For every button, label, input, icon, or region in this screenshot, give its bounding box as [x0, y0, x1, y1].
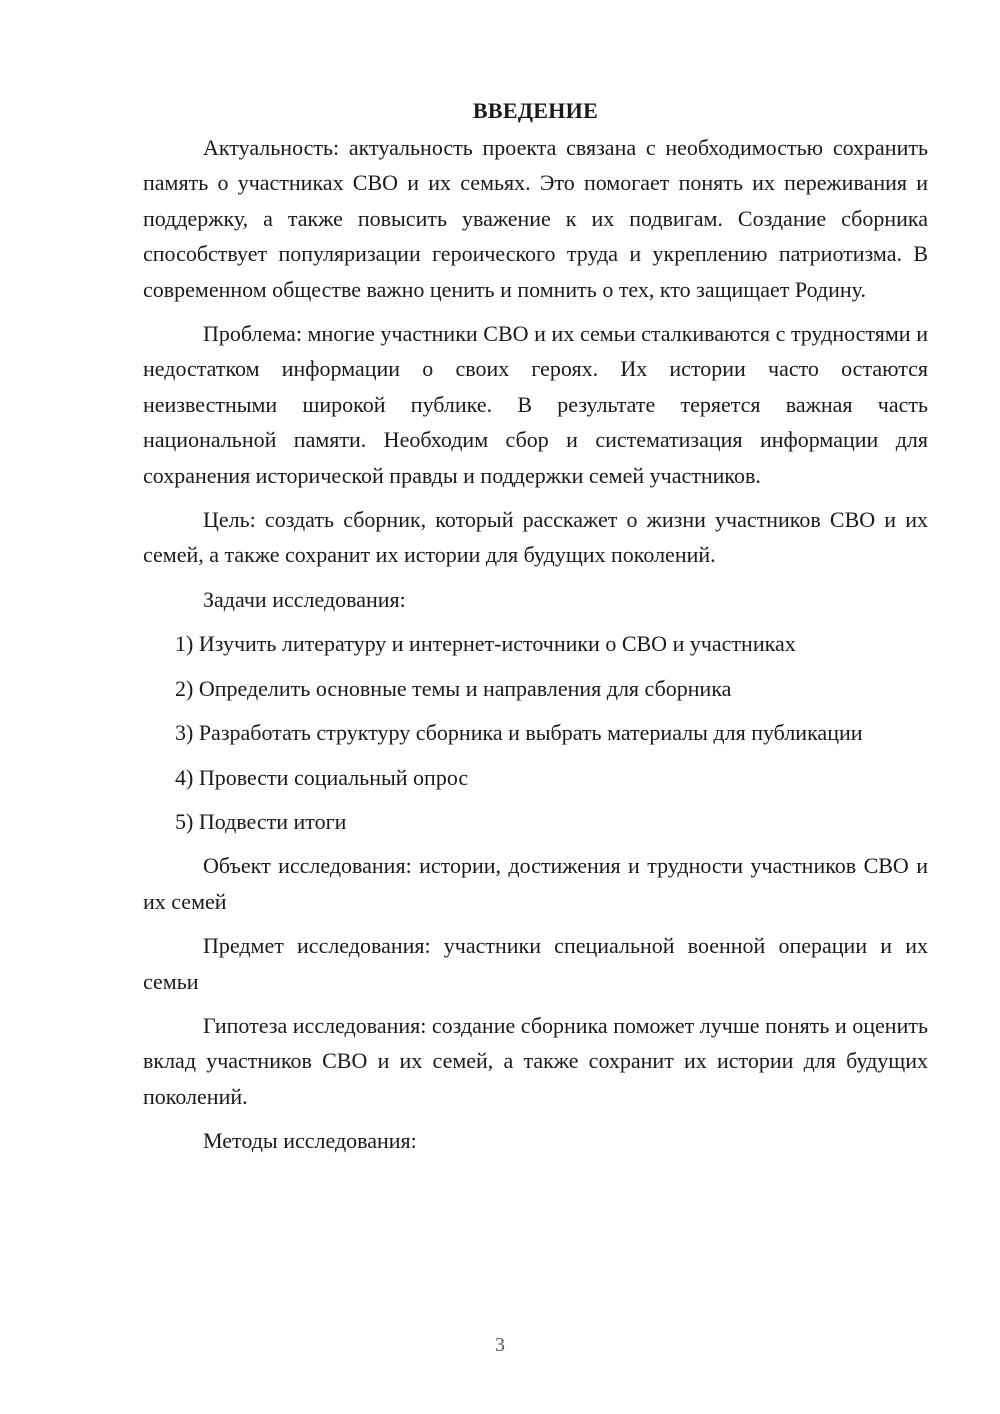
- paragraph-relevance: Актуальность: актуальность проекта связана с необходимостью сохранить память о участниках СВО и их семьях. Это помогает понять их переживания и поддержку, а также повысить уважение к их подвигам. Создание сборника способствует популяризации героического труда и укреплению патриотизма. В современном обществе важно ценить и помнить о тех, кто защищает Родину.: [143, 135, 928, 302]
- paragraph-tasks-heading: Задачи исследования:: [203, 586, 406, 612]
- paragraph-goal: Цель: создать сборник, который расскажет о жизни участников СВО и их семей, а также сохранит их истории для будущих поколений.: [143, 507, 928, 568]
- list-item: 5) Подвести итоги: [175, 808, 347, 834]
- list-item: 2) Определить основные темы и направления для сборника: [175, 675, 732, 701]
- list-item: 4) Провести социальный опрос: [175, 764, 469, 790]
- section-title: ВВЕДЕНИЕ: [472, 98, 599, 123]
- paragraph-methods: Методы исследования:: [203, 1128, 417, 1154]
- document-page: [143, 96, 928, 1168]
- list-item: 1) Изучить литературу и интернет-источники о СВО и участниках: [175, 631, 796, 657]
- paragraph-problem: Проблема: многие участники СВО и их семьи сталкиваются с трудностями и недостатком информации о своих героях. Их истории часто остаются неизвестными широкой публике. В результате теряется важная часть национальной памяти. Необходим сбор и систематизация информации для сохранения исторической правды и поддержки семей участников.: [143, 321, 928, 488]
- page-number: 3: [495, 1334, 505, 1356]
- list-item: 3) Разработать структуру сборника и выбрать материалы для публикации: [175, 720, 863, 746]
- paragraph-hypothesis: Гипотеза исследования: создание сборника поможет лучше понять и оценить вклад участников СВО и их семей, а также сохранит их истории для будущих поколений.: [143, 1012, 928, 1109]
- tasks-list: [143, 626, 928, 839]
- paragraph-object: Объект исследования: истории, достижения и трудности участников СВО и их семей: [143, 853, 928, 914]
- paragraph-subject: Предмет исследования: участники специальной военной операции и их семьи: [143, 933, 928, 994]
